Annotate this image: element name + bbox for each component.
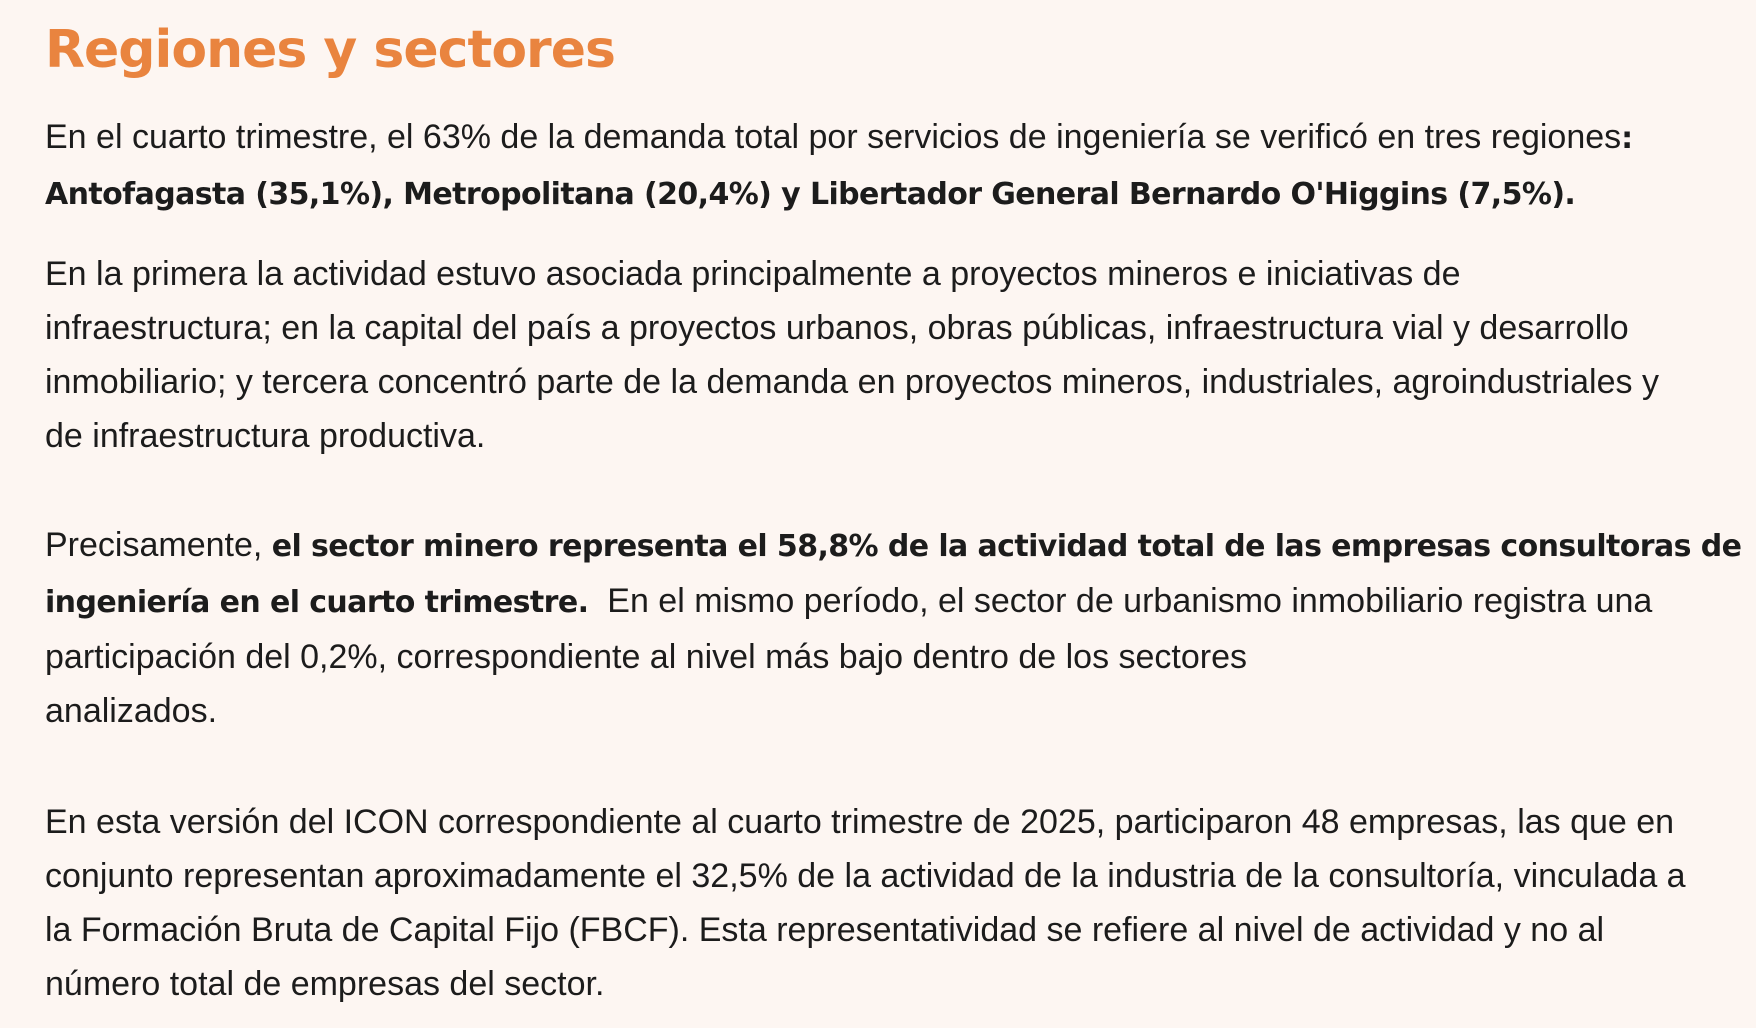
paragraph-line: [45, 574, 1756, 630]
paragraph-line: [45, 166, 1756, 222]
paragraph-line: inmobiliario; y tercera concentró parte de la demanda en proyectos mineros, industriales, agroindustriales y: [45, 363, 1659, 401]
paragraph-line: la Formación Bruta de Capital Fijo (FBCF). Esta representatividad se refiere al nivel de actividad y no al: [45, 911, 1605, 949]
paragraph-activity: [45, 247, 1756, 463]
paragraph-line: participación del 0,2%, correspondiente al nivel más bajo dentro de los sectores: [45, 638, 1248, 676]
paragraph-line: de infraestructura productiva.: [45, 417, 486, 455]
section-title: Regiones y sectores: [45, 20, 615, 80]
body-text: Precisamente,: [45, 526, 272, 564]
bold-text: :: [1621, 121, 1633, 156]
paragraph-line: infraestructura; en la capital del país a proyectos urbanos, obras públicas, infraestructura vial y desarrollo: [45, 309, 1629, 347]
body-text: En el mismo período, el sector de urbanismo inmobiliario registra una: [588, 582, 1653, 620]
paragraph-regions: [45, 110, 1756, 222]
bold-text: el sector minero representa el 58,8% de la actividad total de las empresas consultoras de: [271, 529, 1742, 564]
paragraph-sectors: [45, 518, 1756, 738]
paragraph-line: analizados.: [45, 692, 218, 730]
bold-text: ingeniería en el cuarto trimestre.: [45, 585, 589, 620]
paragraph-line: conjunto representan aproximadamente el 32,5% de la actividad de la industria de la consultoría, vinculada a: [45, 857, 1686, 895]
paragraph-line: número total de empresas del sector.: [45, 965, 605, 1003]
paragraph-line: [45, 518, 1756, 574]
paragraph-line: En la primera la actividad estuvo asociada principalmente a proyectos mineros e iniciativas de: [45, 255, 1461, 293]
body-text: En el cuarto trimestre, el 63% de la demanda total por servicios de ingeniería se verificó en tres regiones: [45, 118, 1622, 156]
paragraph-line: [45, 110, 1756, 166]
paragraph-line: En esta versión del ICON correspondiente al cuarto trimestre de 2025, participaron 48 empresas, las que en: [45, 803, 1675, 841]
bold-text: Antofagasta (35,1%), Metropolitana (20,4%) y Libertador General Bernardo O'Higgins (7,5%).: [45, 177, 1576, 212]
paragraph-icon-version: [45, 795, 1756, 1011]
